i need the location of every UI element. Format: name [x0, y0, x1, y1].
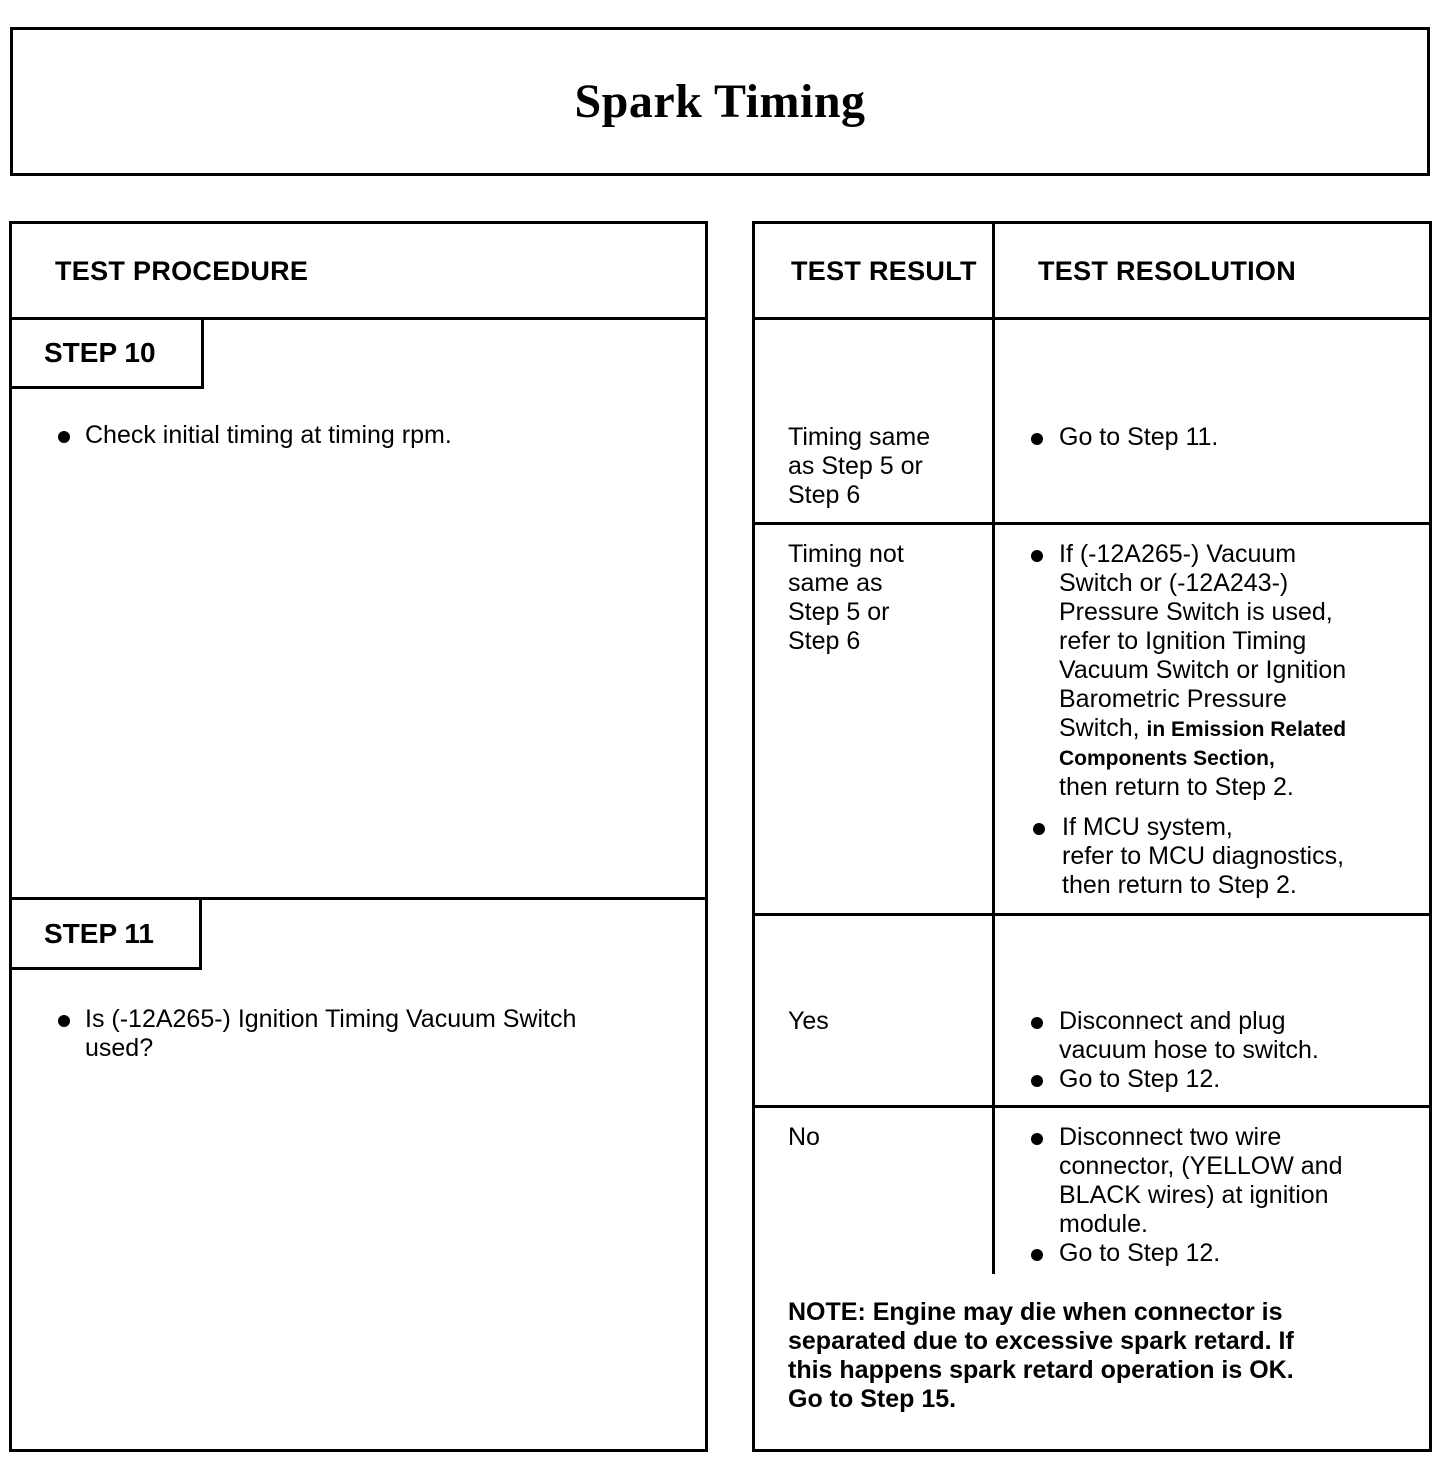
resolution-go-step-12: Go to Step 12. — [1059, 1065, 1221, 1093]
result-line: Timing not — [788, 540, 904, 568]
bullet-icon — [1031, 433, 1043, 445]
result-line: as Step 5 or — [788, 452, 923, 480]
step-11-tab — [12, 900, 202, 970]
test-procedure-panel — [9, 221, 708, 1452]
resolution-line — [1059, 714, 1346, 744]
resolution-vacuum-switch — [1059, 540, 1346, 802]
test-result-header: TEST RESULT — [791, 256, 977, 286]
bullet-icon — [1031, 550, 1043, 562]
resolution-go-step-12: Go to Step 12. — [1059, 1239, 1221, 1267]
step-10-label: STEP 10 — [44, 337, 156, 368]
result-line: Timing same — [788, 423, 931, 451]
test-procedure-header: TEST PROCEDURE — [55, 256, 309, 286]
step-10-tab — [12, 320, 204, 389]
resolution-line: then return to Step 2. — [1059, 773, 1294, 801]
resolution-line: refer to MCU diagnostics, — [1062, 842, 1345, 870]
bullet-icon — [1031, 1133, 1043, 1145]
resolution-line: Switch or (-12A243-) — [1059, 569, 1289, 597]
title-box — [10, 27, 1430, 176]
resolution-line: connector, (YELLOW and — [1059, 1152, 1343, 1180]
resolution-line: then return to Step 2. — [1062, 871, 1297, 899]
result-yes: Yes — [788, 1007, 829, 1035]
resolution-line: vacuum hose to switch. — [1059, 1036, 1319, 1064]
step-11-text-line: Is (-12A265-) Ignition Timing Vacuum Switch — [85, 1005, 577, 1033]
bullet-icon — [1031, 1075, 1043, 1087]
bullet-icon — [58, 1015, 70, 1027]
test-result-panel — [752, 221, 1432, 1452]
row-divider — [755, 522, 1429, 525]
step-11-text — [85, 1005, 576, 1063]
note-line: NOTE: Engine may die when connector is — [788, 1298, 1283, 1326]
components-section-ref: Components Section, — [1059, 747, 1275, 770]
step-10-text: Check initial timing at timing rpm. — [85, 421, 452, 449]
row-divider — [755, 1105, 1429, 1108]
result-line: same as — [788, 569, 883, 597]
bullet-icon — [1031, 1249, 1043, 1261]
result-timing-same — [788, 423, 930, 510]
emission-related-ref: in Emission Related — [1146, 718, 1347, 741]
note-text — [788, 1298, 1294, 1414]
resolution-mcu — [1062, 813, 1344, 900]
result-no: No — [788, 1123, 820, 1151]
resolution-line: BLACK wires) at ignition — [1059, 1181, 1329, 1209]
result-line: Step 6 — [788, 481, 861, 509]
result-timing-not-same — [788, 540, 904, 656]
resolution-line: Barometric Pressure — [1059, 685, 1287, 713]
step-11-label: STEP 11 — [44, 917, 155, 949]
note-line: Go to Step 15. — [788, 1385, 957, 1413]
resolution-line: Disconnect and plug — [1059, 1007, 1286, 1035]
resolution-line: Vacuum Switch or Ignition — [1059, 656, 1347, 684]
bullet-icon — [58, 431, 70, 443]
header-divider — [755, 317, 1429, 320]
page-title: Spark Timing — [574, 75, 866, 128]
resolution-line: If (-12A265-) Vacuum — [1059, 540, 1297, 568]
resolution-line: refer to Ignition Timing — [1059, 627, 1307, 655]
step-11-text-line: used? — [85, 1034, 154, 1062]
bullet-icon — [1033, 823, 1045, 835]
note-line: separated due to excessive spark retard. If — [788, 1327, 1294, 1355]
result-line: Step 5 or — [788, 598, 890, 626]
bullet-icon — [1031, 1017, 1043, 1029]
resolution-line: Disconnect two wire — [1059, 1123, 1282, 1151]
test-resolution-header: TEST RESOLUTION — [1038, 256, 1297, 286]
resolution-go-step-11: Go to Step 11. — [1059, 423, 1219, 451]
resolution-line: If MCU system, — [1062, 813, 1233, 841]
result-line: Step 6 — [788, 627, 861, 655]
resolution-line: Pressure Switch is used, — [1059, 598, 1333, 626]
note-line: this happens spark retard operation is OK. — [788, 1356, 1294, 1384]
resolution-disconnect-plug — [1059, 1007, 1319, 1065]
row-divider — [755, 913, 1429, 916]
resolution-switch-word: Switch, — [1059, 714, 1140, 742]
column-divider — [992, 224, 995, 1274]
resolution-line: module. — [1059, 1210, 1148, 1238]
resolution-disconnect-connector — [1059, 1123, 1342, 1239]
